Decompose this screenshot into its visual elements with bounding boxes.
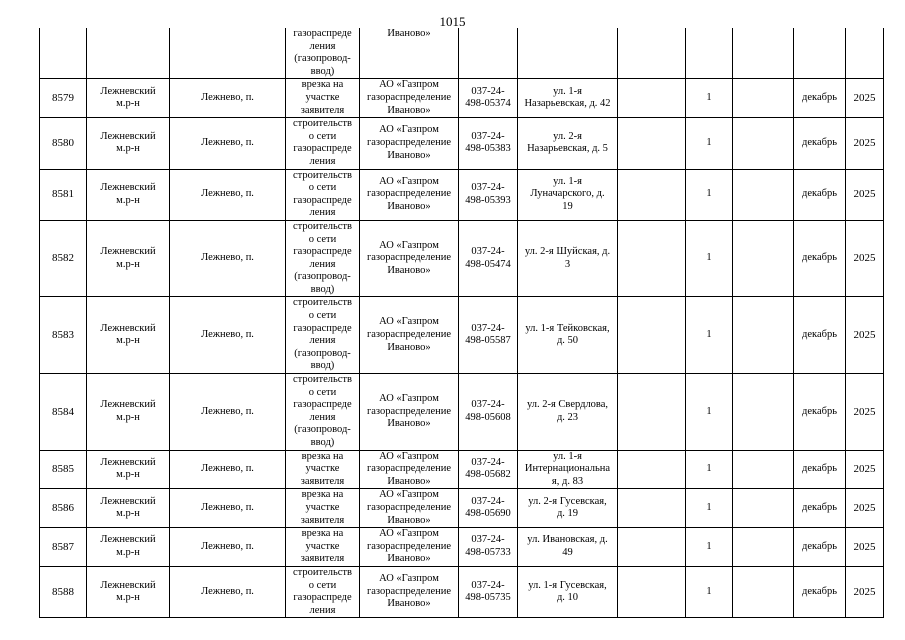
empty-cell [733, 297, 794, 374]
table-row [40, 297, 884, 374]
table-body [40, 28, 884, 618]
table-row [40, 118, 884, 169]
continuation-cell [518, 28, 618, 79]
district-cell: Лежневский м.р-н [87, 566, 170, 617]
month-cell: декабрь [794, 450, 846, 489]
year-cell: 2025 [846, 374, 884, 451]
organization-cell: АО «Газпром газораспределение Иваново» [360, 528, 459, 567]
settlement-cell: Лежнево, п. [170, 566, 286, 617]
address-cell: ул. 1-я Луначарского, д. 19 [518, 169, 618, 220]
address-cell: ул. 2-я Шуйская, д. 3 [518, 220, 618, 297]
quantity-cell: 1 [686, 297, 733, 374]
registry-table [39, 28, 884, 618]
continuation-cell: Иваново» [360, 28, 459, 79]
address-cell: ул. 1-я Тейковская, д. 50 [518, 297, 618, 374]
organization-cell: АО «Газпром газораспределение Иваново» [360, 297, 459, 374]
district-cell: Лежневский м.р-н [87, 169, 170, 220]
code-cell: 037-24- 498-05383 [459, 118, 518, 169]
row-number-cell: 8583 [40, 297, 87, 374]
empty-cell [618, 297, 686, 374]
code-cell: 037-24- 498-05474 [459, 220, 518, 297]
year-cell: 2025 [846, 118, 884, 169]
organization-cell: АО «Газпром газораспределение Иваново» [360, 79, 459, 118]
code-cell: 037-24- 498-05735 [459, 566, 518, 617]
settlement-cell: Лежнево, п. [170, 118, 286, 169]
empty-cell [733, 220, 794, 297]
code-cell: 037-24- 498-05690 [459, 489, 518, 528]
work-type-cell: строительств о сети газораспреде ления [286, 566, 360, 617]
quantity-cell: 1 [686, 118, 733, 169]
year-cell: 2025 [846, 566, 884, 617]
continuation-cell [40, 28, 87, 79]
empty-cell [733, 169, 794, 220]
quantity-cell: 1 [686, 566, 733, 617]
row-number-cell: 8582 [40, 220, 87, 297]
month-cell: декабрь [794, 374, 846, 451]
quantity-cell: 1 [686, 489, 733, 528]
table-row [40, 169, 884, 220]
code-cell: 037-24- 498-05587 [459, 297, 518, 374]
settlement-cell: Лежнево, п. [170, 450, 286, 489]
month-cell: декабрь [794, 118, 846, 169]
year-cell: 2025 [846, 489, 884, 528]
district-cell: Лежневский м.р-н [87, 374, 170, 451]
continuation-row [40, 28, 884, 79]
organization-cell: АО «Газпром газораспределение Иваново» [360, 118, 459, 169]
row-number-cell: 8586 [40, 489, 87, 528]
empty-cell [733, 489, 794, 528]
settlement-cell: Лежнево, п. [170, 169, 286, 220]
district-cell: Лежневский м.р-н [87, 118, 170, 169]
organization-cell: АО «Газпром газораспределение Иваново» [360, 450, 459, 489]
district-cell: Лежневский м.р-н [87, 297, 170, 374]
empty-cell [733, 374, 794, 451]
table-row [40, 450, 884, 489]
settlement-cell: Лежнево, п. [170, 220, 286, 297]
district-cell: Лежневский м.р-н [87, 79, 170, 118]
month-cell: декабрь [794, 220, 846, 297]
district-cell: Лежневский м.р-н [87, 528, 170, 567]
address-cell: ул. 2-я Назарьевская, д. 5 [518, 118, 618, 169]
continuation-cell [618, 28, 686, 79]
empty-cell [733, 118, 794, 169]
address-cell: ул. 1-я Назарьевская, д. 42 [518, 79, 618, 118]
empty-cell [618, 528, 686, 567]
month-cell: декабрь [794, 489, 846, 528]
quantity-cell: 1 [686, 169, 733, 220]
code-cell: 037-24- 498-05682 [459, 450, 518, 489]
work-type-cell: строительств о сети газораспреде ления (газопровод- ввод) [286, 220, 360, 297]
month-cell: декабрь [794, 297, 846, 374]
address-cell: ул. 1-я Гусевская, д. 10 [518, 566, 618, 617]
settlement-cell: Лежнево, п. [170, 297, 286, 374]
organization-cell: АО «Газпром газораспределение Иваново» [360, 169, 459, 220]
year-cell: 2025 [846, 220, 884, 297]
year-cell: 2025 [846, 297, 884, 374]
empty-cell [733, 450, 794, 489]
district-cell: Лежневский м.р-н [87, 220, 170, 297]
empty-cell [733, 79, 794, 118]
continuation-cell [846, 28, 884, 79]
row-number-cell: 8581 [40, 169, 87, 220]
work-type-cell: строительств о сети газораспреде ления (газопровод- ввод) [286, 297, 360, 374]
settlement-cell: Лежнево, п. [170, 489, 286, 528]
work-type-cell: строительств о сети газораспреде ления (газопровод- ввод) [286, 374, 360, 451]
month-cell: декабрь [794, 566, 846, 617]
work-type-cell: строительств о сети газораспреде ления [286, 169, 360, 220]
work-type-cell: врезка на участке заявителя [286, 528, 360, 567]
table-row [40, 566, 884, 617]
work-type-cell: строительств о сети газораспреде ления [286, 118, 360, 169]
work-type-cell: врезка на участке заявителя [286, 79, 360, 118]
code-cell: 037-24- 498-05393 [459, 169, 518, 220]
table-row [40, 528, 884, 567]
month-cell: декабрь [794, 169, 846, 220]
quantity-cell: 1 [686, 450, 733, 489]
district-cell: Лежневский м.р-н [87, 450, 170, 489]
empty-cell [733, 528, 794, 567]
table-row [40, 374, 884, 451]
row-number-cell: 8588 [40, 566, 87, 617]
district-cell: Лежневский м.р-н [87, 489, 170, 528]
settlement-cell: Лежнево, п. [170, 79, 286, 118]
continuation-cell: газораспреде ления (газопровод- ввод) [286, 28, 360, 79]
organization-cell: АО «Газпром газораспределение Иваново» [360, 566, 459, 617]
empty-cell [733, 566, 794, 617]
empty-cell [618, 450, 686, 489]
address-cell: ул. 1-я Интернациональна я, д. 83 [518, 450, 618, 489]
work-type-cell: врезка на участке заявителя [286, 489, 360, 528]
month-cell: декабрь [794, 79, 846, 118]
continuation-cell [459, 28, 518, 79]
address-cell: ул. Ивановская, д. 49 [518, 528, 618, 567]
address-cell: ул. 2-я Гусевская, д. 19 [518, 489, 618, 528]
continuation-cell [87, 28, 170, 79]
empty-cell [618, 169, 686, 220]
year-cell: 2025 [846, 79, 884, 118]
empty-cell [618, 220, 686, 297]
organization-cell: АО «Газпром газораспределение Иваново» [360, 489, 459, 528]
row-number-cell: 8587 [40, 528, 87, 567]
code-cell: 037-24- 498-05733 [459, 528, 518, 567]
empty-cell [618, 374, 686, 451]
work-type-cell: врезка на участке заявителя [286, 450, 360, 489]
address-cell: ул. 2-я Свердлова, д. 23 [518, 374, 618, 451]
row-number-cell: 8585 [40, 450, 87, 489]
year-cell: 2025 [846, 450, 884, 489]
continuation-cell [794, 28, 846, 79]
table-row [40, 79, 884, 118]
empty-cell [618, 79, 686, 118]
quantity-cell: 1 [686, 220, 733, 297]
row-number-cell: 8584 [40, 374, 87, 451]
row-number-cell: 8580 [40, 118, 87, 169]
code-cell: 037-24- 498-05608 [459, 374, 518, 451]
row-number-cell: 8579 [40, 79, 87, 118]
organization-cell: АО «Газпром газораспределение Иваново» [360, 374, 459, 451]
quantity-cell: 1 [686, 528, 733, 567]
empty-cell [618, 118, 686, 169]
year-cell: 2025 [846, 169, 884, 220]
table-row [40, 220, 884, 297]
empty-cell [618, 566, 686, 617]
quantity-cell: 1 [686, 79, 733, 118]
settlement-cell: Лежнево, п. [170, 374, 286, 451]
continuation-cell [686, 28, 733, 79]
quantity-cell: 1 [686, 374, 733, 451]
year-cell: 2025 [846, 528, 884, 567]
code-cell: 037-24- 498-05374 [459, 79, 518, 118]
month-cell: декабрь [794, 528, 846, 567]
organization-cell: АО «Газпром газораспределение Иваново» [360, 220, 459, 297]
page-number: 1015 [439, 14, 466, 29]
continuation-cell [733, 28, 794, 79]
table-row [40, 489, 884, 528]
empty-cell [618, 489, 686, 528]
continuation-cell [170, 28, 286, 79]
settlement-cell: Лежнево, п. [170, 528, 286, 567]
